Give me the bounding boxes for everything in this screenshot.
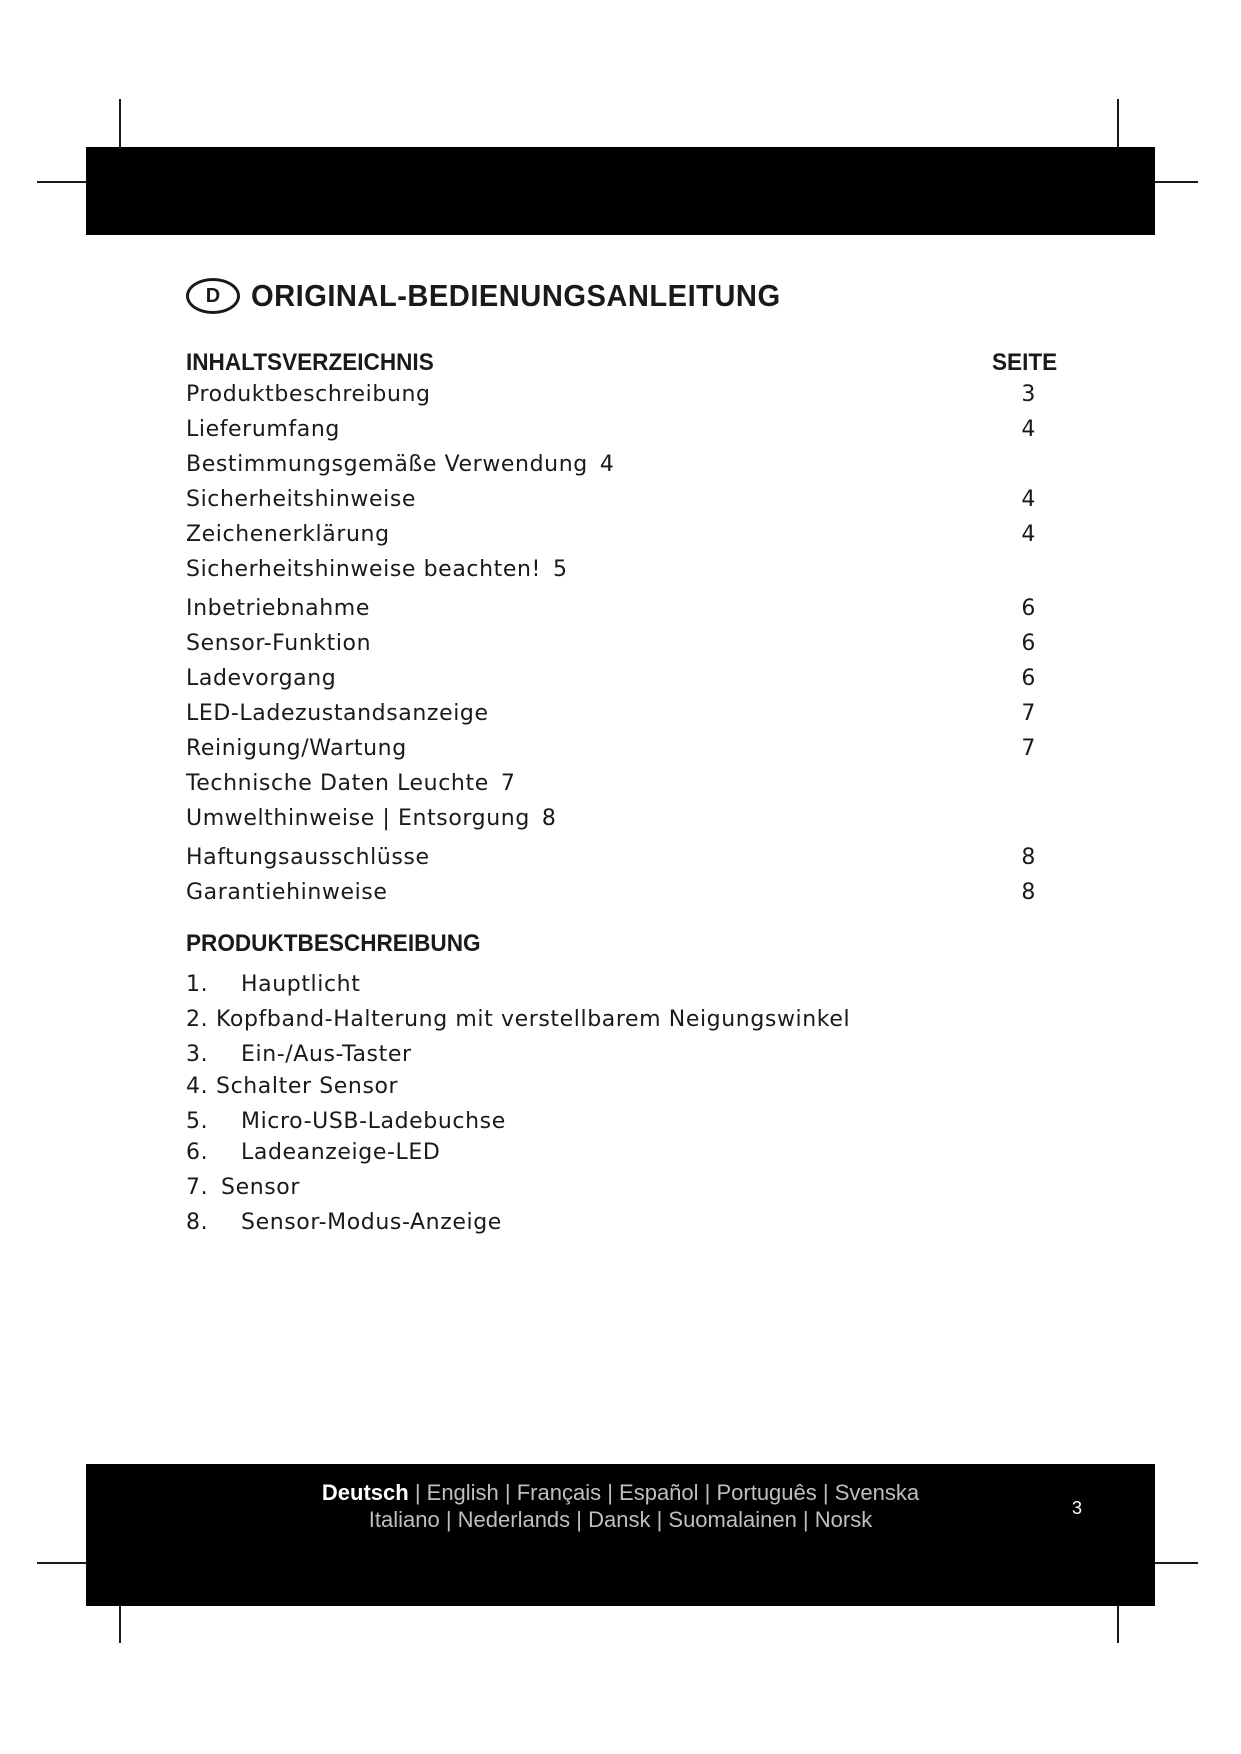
list-item-number: 2. <box>186 1007 209 1032</box>
toc-entry-page: 4 <box>599 452 615 477</box>
page-title: ORIGINAL-BEDIENUNGSANLEITUNG <box>251 278 781 313</box>
list-item-text: Ladeanzeige-LED <box>241 1140 441 1165</box>
list-item-number: 6. <box>186 1140 209 1165</box>
document-title-row <box>186 278 814 314</box>
toc-entry <box>186 845 1036 880</box>
toc-entry-label: Bestimmungsgemäße Verwendung <box>186 452 588 477</box>
language-selector-line-1 <box>86 1480 1155 1506</box>
toc-entry-page: 4 <box>1021 487 1036 512</box>
toc-entry <box>186 631 1036 666</box>
toc-entry-label: Sensor-Funktion <box>186 631 372 656</box>
toc-entry <box>186 417 1036 452</box>
list-item <box>186 1007 850 1040</box>
toc-entry-page: 6 <box>1021 666 1036 691</box>
toc-entry-label: Haftungsausschlüsse <box>186 845 430 870</box>
toc-entry-page: 7 <box>500 771 516 796</box>
toc-entry <box>186 596 1036 631</box>
list-item <box>186 1109 506 1142</box>
toc-entry-page: 8 <box>1021 845 1036 870</box>
toc-entry-label: Technische Daten Leuchte <box>186 771 489 796</box>
list-item-number: 8. <box>186 1210 209 1235</box>
language-badge: D <box>186 278 240 314</box>
toc-entry-label: Produktbeschreibung <box>186 382 431 407</box>
toc-entry-label: Lieferumfang <box>186 417 340 442</box>
toc-page-heading: SEITE <box>992 349 1058 376</box>
toc-entry-label: Sicherheitshinweise <box>186 487 417 512</box>
toc-entry-label: Sicherheitshinweise beachten! <box>186 557 541 582</box>
toc-entry-page: 4 <box>1021 522 1036 547</box>
toc-entry <box>186 806 1036 841</box>
list-item-text: Micro-USB-Ladebuchse <box>241 1109 506 1134</box>
toc-entry <box>186 701 1036 736</box>
toc-entry-page: 6 <box>1021 596 1036 621</box>
toc-entry <box>186 382 1036 417</box>
toc-entry-page: 4 <box>1021 417 1036 442</box>
list-item-number: 5. <box>186 1109 209 1134</box>
header-band <box>86 147 1155 235</box>
toc-entry-page: 8 <box>1021 880 1036 905</box>
toc-entry <box>186 522 1036 557</box>
toc-entry-label: Inbetriebnahme <box>186 596 370 621</box>
list-item <box>186 1074 398 1107</box>
list-item-text: Hauptlicht <box>241 972 361 997</box>
toc-entry <box>186 557 1036 592</box>
toc-entry-label: Garantiehinweise <box>186 880 388 905</box>
toc-entry-page: 7 <box>1021 701 1036 726</box>
list-item-number: 1. <box>186 972 209 997</box>
toc-entry <box>186 666 1036 701</box>
list-item-number: 4. <box>186 1074 209 1099</box>
list-item-number: 3. <box>186 1042 209 1067</box>
toc-entry-page: 8 <box>541 806 557 831</box>
toc-entry-page: 7 <box>1021 736 1036 761</box>
toc-entry <box>186 771 1036 806</box>
list-item <box>186 972 360 1005</box>
section-heading: PRODUKTBESCHREIBUNG <box>186 930 481 957</box>
list-item-text: Ein-/Aus-Taster <box>241 1042 412 1067</box>
toc-entry-label: Reinigung/Wartung <box>186 736 407 761</box>
list-item <box>186 1210 502 1243</box>
toc-entry-label: LED-Ladezustandsanzeige <box>186 701 489 726</box>
toc-entry-page: 3 <box>1021 382 1036 407</box>
toc-entry-label: Zeichenerklärung <box>186 522 390 547</box>
list-item-text: Sensor-Modus-Anzeige <box>241 1210 502 1235</box>
toc-entry-page: 6 <box>1021 631 1036 656</box>
list-item <box>186 1140 440 1173</box>
toc-entry-label: Umwelthinweise | Entsorgung <box>186 806 530 831</box>
toc-entry <box>186 487 1036 522</box>
toc-entry-page: 5 <box>552 557 568 582</box>
list-item-text: Sensor <box>221 1175 301 1200</box>
list-item-text: Kopfband-Halterung mit verstellbarem Neigungswinkel <box>216 1007 851 1032</box>
language-selector-line-2[interactable]: Italiano | Nederlands | Dansk | Suomalainen | Norsk <box>368 1507 873 1532</box>
page-number: 3 <box>1072 1498 1083 1518</box>
list-item-text: Schalter Sensor <box>216 1074 399 1099</box>
toc-heading: INHALTSVERZEICHNIS <box>186 349 434 376</box>
list-item <box>186 1042 412 1075</box>
toc-entry <box>186 736 1036 771</box>
toc-entry <box>186 880 1036 915</box>
language-active[interactable]: Deutsch <box>321 1480 409 1505</box>
toc-entry <box>186 452 1036 487</box>
language-list[interactable]: | English | Français | Español | Português | Svenska <box>414 1480 920 1505</box>
toc-entry-label: Ladevorgang <box>186 666 337 691</box>
list-item-number: 7. <box>186 1175 209 1200</box>
list-item <box>186 1175 300 1208</box>
